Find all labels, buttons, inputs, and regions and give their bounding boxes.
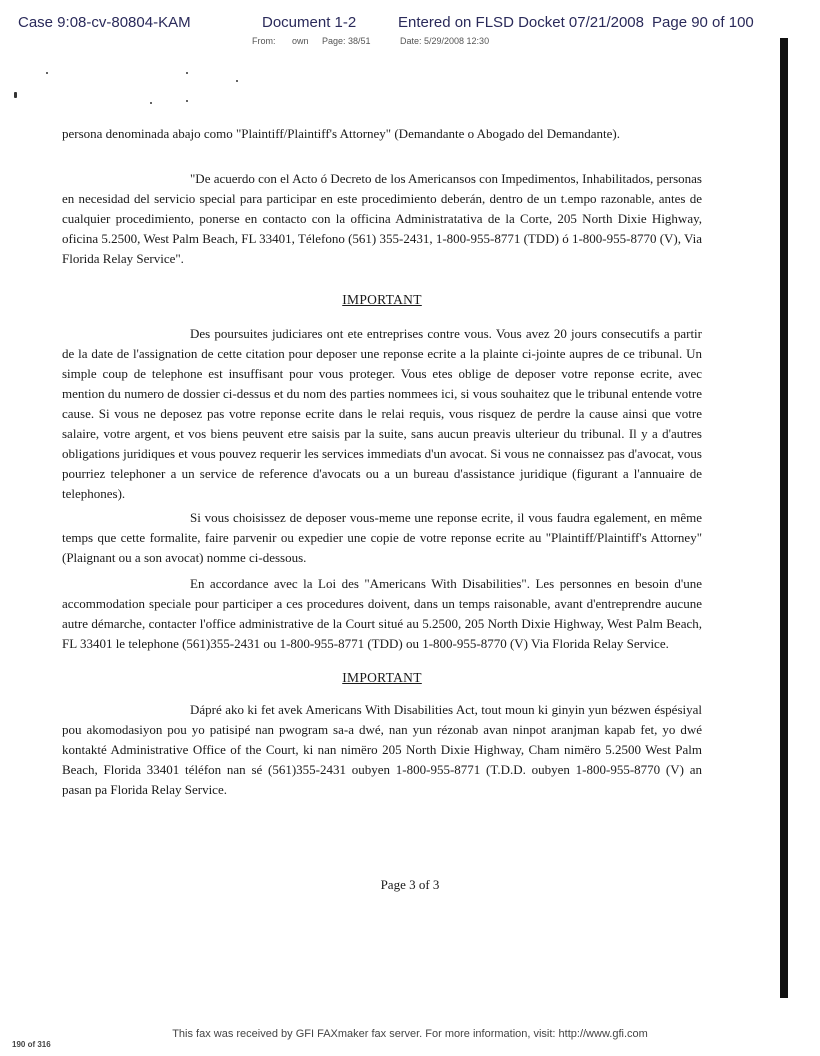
page-indicator: Page 90 of 100 xyxy=(652,14,754,31)
scan-speck xyxy=(186,72,188,74)
scan-speck xyxy=(236,80,238,82)
scan-speck xyxy=(46,72,48,74)
heading-important-french: IMPORTANT xyxy=(342,292,422,307)
fax-page-count: 190 of 316 xyxy=(12,1040,51,1049)
paragraph-spanish-ada: "De acuerdo con el Acto ó Decreto de los Americansos con Impedimentos, Inhabilitados, personas en necesidad del servicio special para participar en este procedimiento deberán, dentro de un t.empo razonable, antes de cualquier procedimiento, ponerse en contacto con la officina Administratativa de la Corte, 205 North Dixie Highway, oficina 5.2500, West Palm Beach, FL 33401, Télefono (561) 355-2431, 1-800-955-8771 (TDD) ó 1-800-955-8770 (V), Via Florida Relay Service". xyxy=(62,171,702,266)
heading-important-creole: IMPORTANT xyxy=(342,670,422,685)
fax-from: From: xyxy=(252,36,276,46)
scan-speck xyxy=(14,92,17,98)
paragraph-spanish-intro: persona denominada abajo como "Plaintiff/Plaintiff's Attorney" (Demandante o Abogado del Demandante). xyxy=(62,126,620,141)
paragraph-french-ada: En accordance avec la Loi des "Americans With Disabilities". Les personnes en besoin d'une accommodation speciale pour participer a ces procedures doivent, dans un temps raisonable, avant d'entreprendre aucune autre démarche, contacter l'office administrative de la Court situé au 5.2500, 205 North Dixie Highway, West Palm Beach, FL 33401 le telephone (561)355-2431 ou 1-800-955-8771 (TDD) ou 1-800-955-8770 (V) Via Florida Relay Service. xyxy=(62,576,702,651)
paragraph-creole-ada: Dápré ako ki fet avek Americans With Disabilities Act, tout moun ki ginyin yun bézwen éspésiyal pou akomodasiyon pou yo patisipé nan pwogram sa-a dwé, nan yun rézonab avan ninpot aranjman kapab fet, yo dwé kontakté Administrative Office of the Court, ki nan nimëro 205 North Dixie Highway, Cham nimëro 5.2500 West Palm Beach, Florida 33401 téléfon nan sé (561)355-2431 oubyen 1-800-955-8771 (T.D.D. oubyen 1-800-955-8770 (V) an pasan pa Florida Relay Service. xyxy=(62,702,702,797)
fax-date: Date: 5/29/2008 12:30 xyxy=(400,36,490,46)
document-header xyxy=(0,14,820,48)
page-number: Page 3 of 3 xyxy=(380,877,440,892)
fax-own: own xyxy=(292,36,309,46)
scan-edge-bar xyxy=(780,38,788,998)
fax-page: Page: 38/51 xyxy=(322,36,371,46)
scan-speck xyxy=(150,102,152,104)
document-number: Document 1-2 xyxy=(262,14,357,31)
paragraph-french-notice: Des poursuites judiciares ont ete entreprises contre vous. Vous avez 20 jours consecutifs a partir de la date de l'assignation de cette citation pour deposer une reponse ecrite a la plainte ci-jointe aupres de ce tribunal. Un simple coup de telephone est insuffisant pour vous proteger. Vous etes oblige de deposer votre reponse ecrite, avec mention du numero de dossier ci-dessus et du nom des parties nommees ici, si vous souhaitez que le tribunal entende votre cause. Si vous ne deposez pas votre reponse ecrite dans le relai requis, vous risquez de perdre la cause ainsi que votre salaire, votre argent, et vos biens peuvent etre saisis par la suite, sans aucun preavis ulterieur du tribunal. Il y a d'autres obligations juridiques et vous pouvez requerir les services immediats d'un avocat. Si vous ne connaissez pas d'avocat, vous pourriez telephoner a un service de reference d'avocats ou a un bureau d'assistance juridique (figurant a l'annuaire de telephones). xyxy=(62,326,702,501)
scan-speck xyxy=(186,100,188,102)
fax-footer-notice: This fax was received by GFI FAXmaker fax server. For more information, visit: http://www.gfi.com xyxy=(172,1028,648,1040)
paragraph-french-response: Si vous choisissez de deposer vous-meme une reponse ecrite, il vous faudra egalement, en même temps que cette formalite, faire parvenir ou expedier une copie de votre reponse ecrite au "Plaintiff/Plaintiff's Attorney" (Plaignant ou a son avocat) nomme ci-dessous. xyxy=(62,510,702,565)
case-number: Case 9:08-cv-80804-KAM xyxy=(18,14,191,31)
docket-entry-date: Entered on FLSD Docket 07/21/2008 xyxy=(398,14,644,31)
